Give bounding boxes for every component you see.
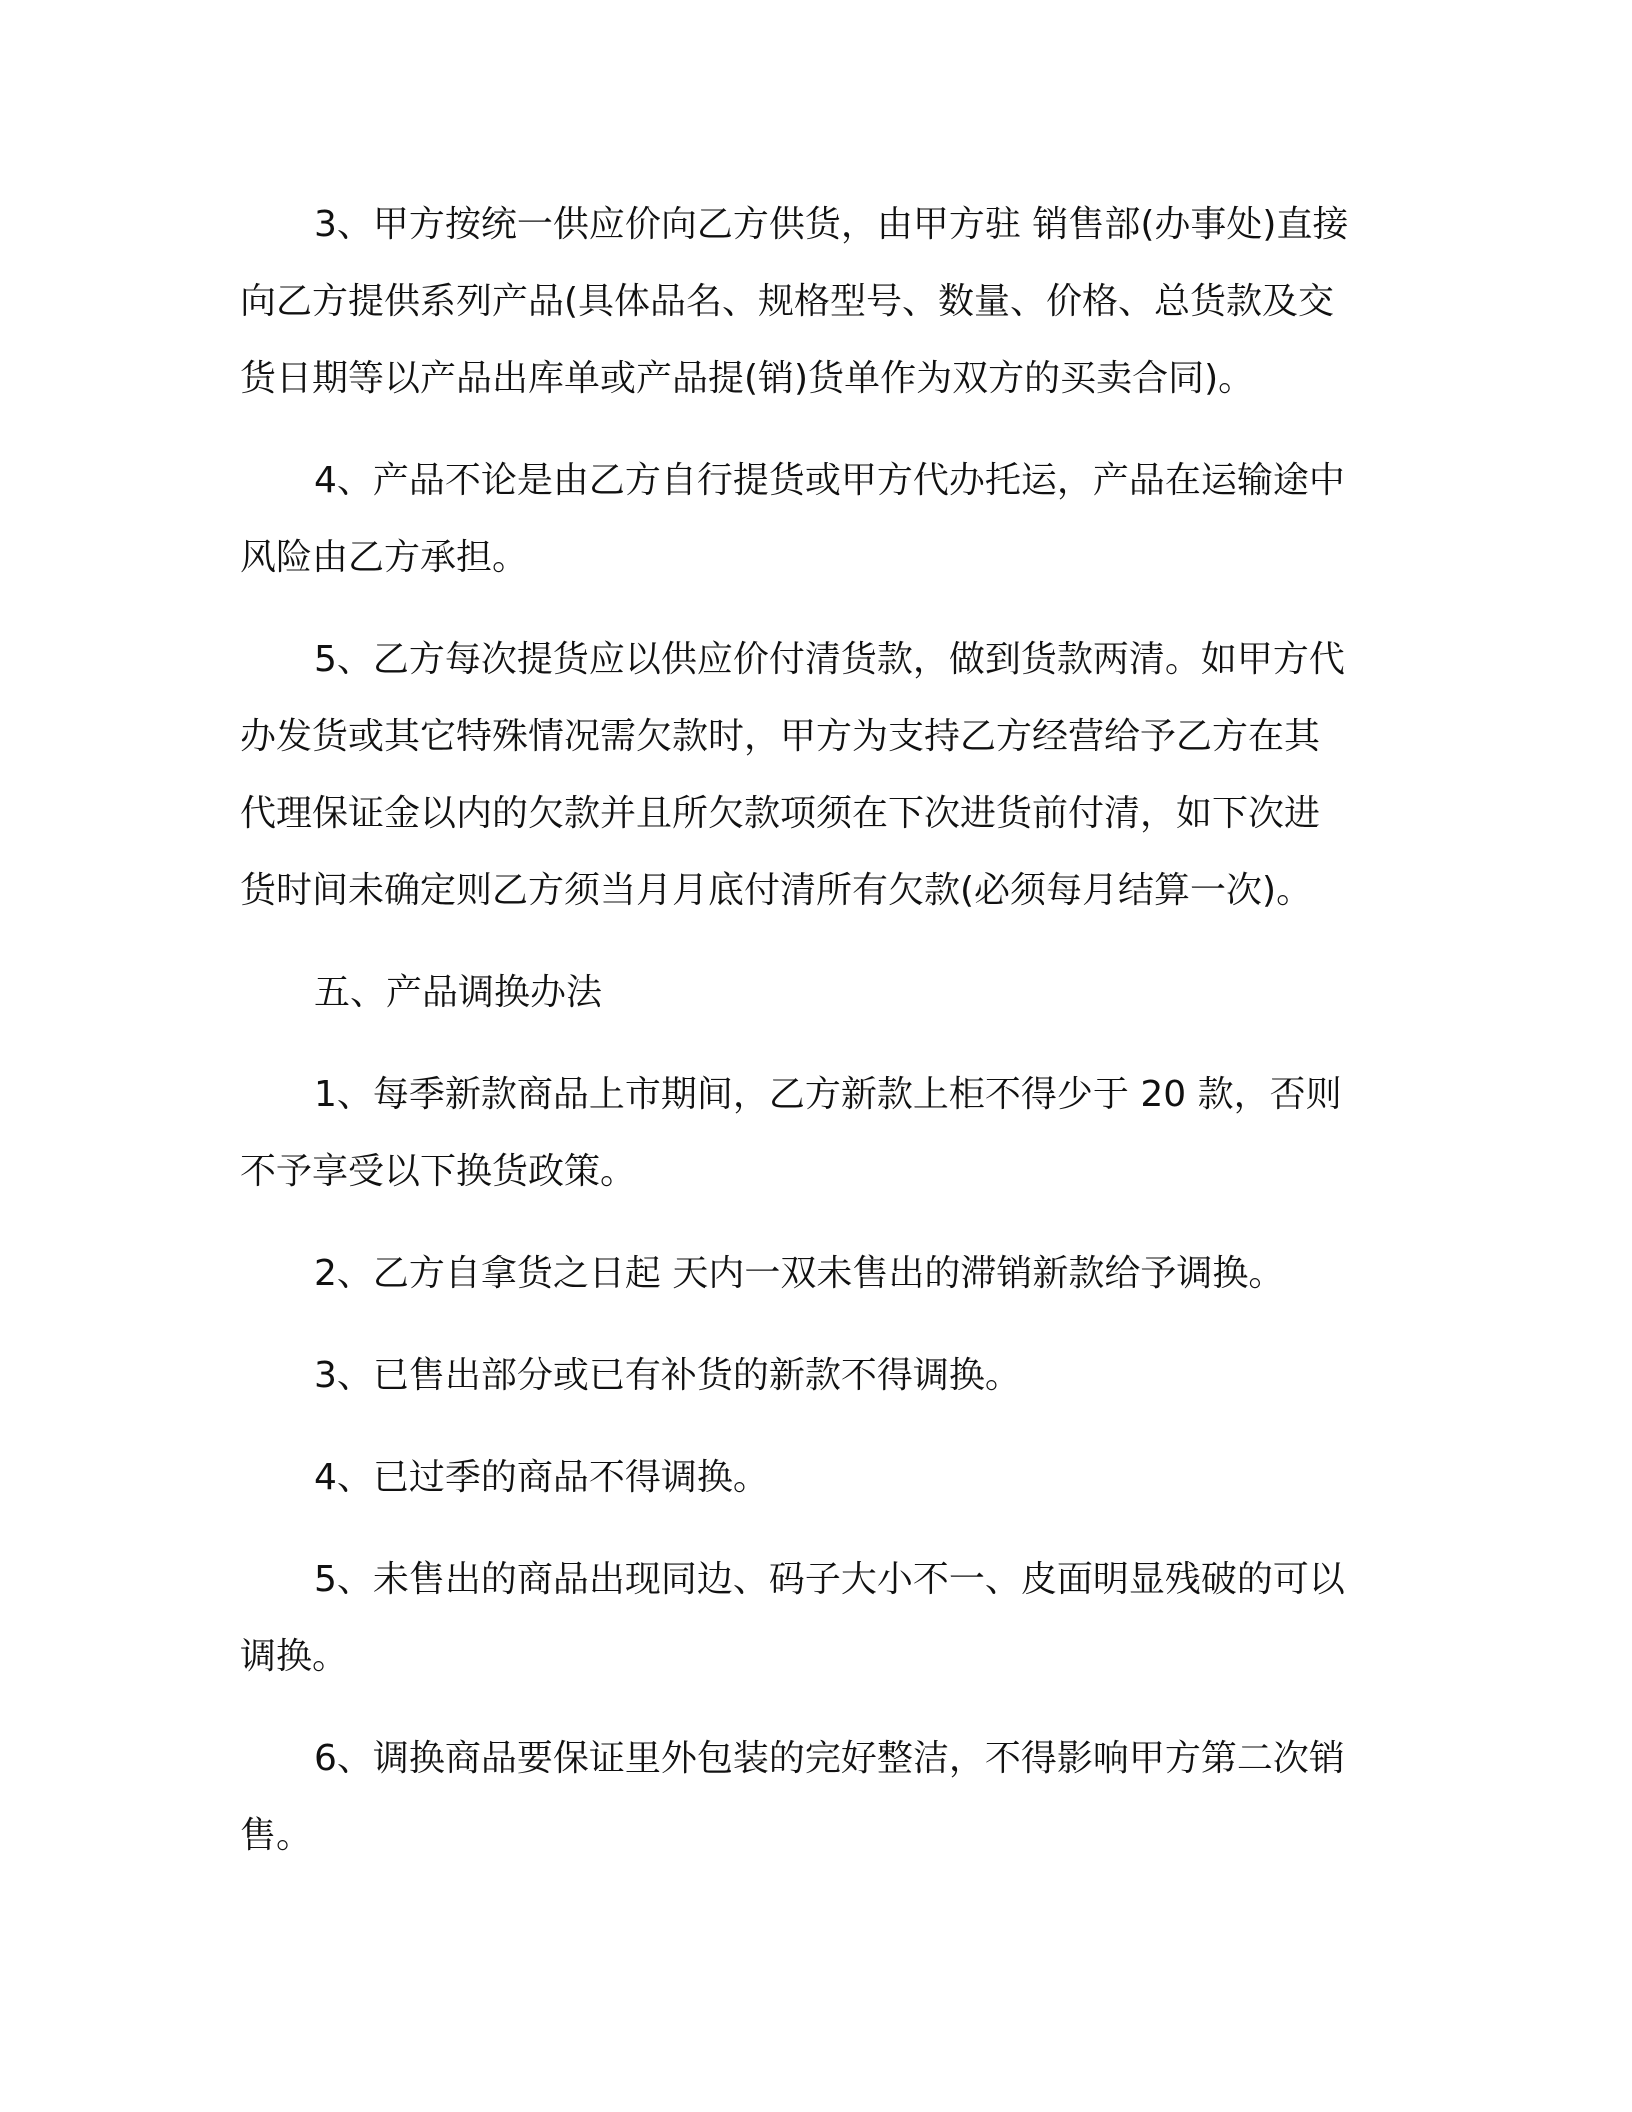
clause-4-transport-risk	[240, 442, 1380, 596]
paragraph-line: 4、产品不论是由乙方自行提货或甲方代办托运，产品在运输途中	[314, 460, 1345, 501]
paragraph-line: 5、未售出的商品出现同边、码子大小不一、皮面明显残破的可以	[314, 1559, 1345, 1600]
exchange-rule-2	[240, 1235, 1380, 1312]
clause-5-payment	[240, 621, 1380, 929]
paragraph-line: 售。	[240, 1815, 313, 1856]
paragraph-line: 3、甲方按统一供应价向乙方供货，由甲方驻 销售部(办事处)直接	[314, 204, 1349, 245]
exchange-rule-5	[240, 1541, 1380, 1695]
document-body	[240, 186, 1380, 1899]
paragraph-line: 3、已售出部分或已有补货的新款不得调换。	[314, 1355, 1021, 1396]
paragraph-line: 向乙方提供系列产品(具体品名、规格型号、数量、价格、总货款及交	[240, 281, 1335, 322]
clause-3-delivery	[240, 186, 1380, 417]
paragraph-line: 办发货或其它特殊情况需欠款时，甲方为支持乙方经营给予乙方在其	[240, 716, 1321, 757]
paragraph-line: 货时间未确定则乙方须当月月底付清所有欠款(必须每月结算一次)。	[240, 870, 1313, 911]
exchange-rule-6	[240, 1720, 1380, 1874]
paragraph-line: 2、乙方自拿货之日起 天内一双未售出的滞销新款给予调换。	[314, 1253, 1285, 1294]
paragraph-line: 风险由乙方承担。	[240, 537, 529, 578]
paragraph-line: 调换。	[240, 1636, 349, 1677]
paragraph-line: 1、每季新款商品上市期间，乙方新款上柜不得少于 20 款，否则	[314, 1074, 1342, 1115]
paragraph-line: 代理保证金以内的欠款并且所欠款项须在下次进货前付清，如下次进	[240, 793, 1321, 834]
paragraph-line: 不予享受以下换货政策。	[240, 1151, 637, 1192]
paragraph-line: 6、调换商品要保证里外包装的完好整洁，不得影响甲方第二次销	[314, 1738, 1345, 1779]
exchange-rule-1	[240, 1056, 1380, 1210]
paragraph-line: 4、已过季的商品不得调换。	[314, 1457, 769, 1498]
paragraph-line: 货日期等以产品出库单或产品提(销)货单作为双方的买卖合同)。	[240, 358, 1255, 399]
exchange-rule-3	[240, 1337, 1380, 1414]
section-heading-text: 五、产品调换办法	[314, 972, 603, 1013]
paragraph-line: 5、乙方每次提货应以供应价付清货款，做到货款两清。如甲方代	[314, 639, 1345, 680]
section-heading-exchange	[240, 954, 1380, 1031]
exchange-rule-4	[240, 1439, 1380, 1516]
